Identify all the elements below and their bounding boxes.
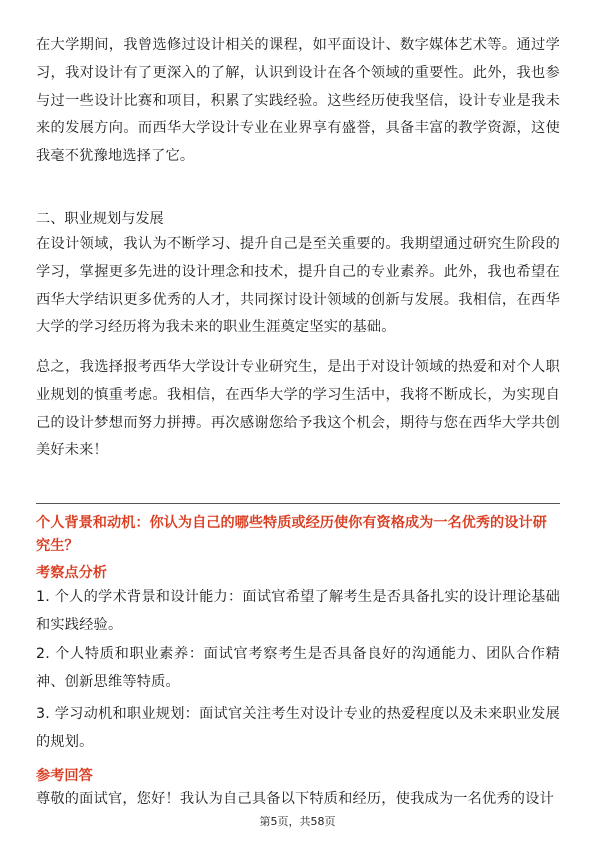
list-item: 3. 学习动机和职业规划：面试官关注考生对设计专业的热爱程度以及未来职业发展的规划。 [36,706,560,750]
section-divider [36,503,560,504]
career-paragraph: 在设计领域，我认为不断学习、提升自己是至关重要的。我期望通过研究生阶段的学习，掌握更多先进的设计理念和技术，提升自己的专业素养。此外，我也希望在西华大学结识更多优秀的人才，共同探讨设计领域的创新与发展。我相信，在西华大学的学习经历将为我未来的职业生涯奠定坚实的基础。 [36,236,560,336]
list-item: 2. 个人特质和职业素养：面试官考察考生是否具备良好的沟通能力、团队合作精神、创新思维等特质。 [36,646,560,690]
intro-paragraph: 在大学期间，我曾选修过设计相关的课程，如平面设计、数字媒体艺术等。通过学习，我对设计有了更深入的了解，认识到设计在各个领域的重要性。此外，我也参与过一些设计比赛和项目，积累了实践经验。这些经历使我坚信，设计专业是我未来的发展方向。而西华大学设计专业在业界享有盛誉，具备丰富的教学资源，这使我毫不犹豫地选择了它。 [36,37,560,165]
answer-paragraph: 尊敬的面试官，您好！我认为自己具备以下特质和经历，使我成为一名优秀的设计 [36,791,554,807]
answer-heading: 参考回答 [36,768,93,784]
page-number: 第5页，共58页 [259,815,336,828]
section-heading-career: 二、职业规划与发展 [36,211,164,227]
list-item: 1. 个人的学术背景和设计能力：面试官希望了解考生是否具备扎实的设计理论基础和实践经验。 [36,589,560,633]
analysis-heading: 考察点分析 [36,565,107,581]
question-title: 个人背景和动机：你认为自己的哪些特质或经历使你有资格成为一名优秀的设计研究生？ [36,515,547,554]
conclusion-paragraph: 总之，我选择报考西华大学设计专业研究生，是出于对设计领域的热爱和对个人职业规划的慎重考虑。我相信，在西华大学的学习生活中，我将不断成长，为实现自己的设计梦想而努力拼搏。再次感谢您给予我这个机会，期待与您在西华大学共创美好未来！ [36,359,560,459]
